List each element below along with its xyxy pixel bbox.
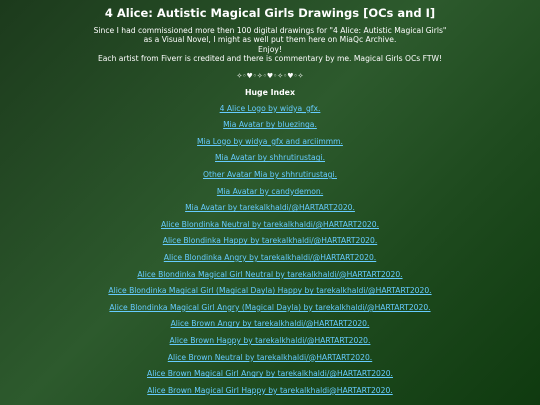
index-link[interactable]: Alice Brown Magical Girl Angry by tarekalkhaldi/@HARTART2020. (147, 369, 393, 379)
list-item (0, 369, 540, 386)
list-item (0, 187, 540, 204)
list-item (0, 286, 540, 303)
index-link[interactable]: Mia Avatar by candydemon. (216, 186, 324, 196)
intro-line-3: Enjoy! (258, 44, 282, 54)
index-link[interactable]: Alice Brown Angry by tarekalkhaldi/@HARTART2020. (170, 319, 370, 329)
index-link[interactable]: Mia Avatar by tarekalkhaldi/@HARTART2020. (185, 203, 355, 213)
index-link[interactable]: Alice Blondinka Magical Girl Angry (Magical Dayla) by tarekalkhaldi/@HARTART2020. (109, 302, 431, 312)
list-item (0, 137, 540, 154)
list-item (0, 336, 540, 353)
index-link[interactable]: Alice Brown Happy by tarekalkhaldi/@HARTART2020. (169, 335, 371, 345)
intro-line-4: Each artist from Fiverr is credited and there is commentary by me. Magical Girls OCs FTW! (97, 54, 443, 64)
list-item (0, 220, 540, 237)
decorative-divider: ✧◦♥◦✧◦♥◦✧◦♥◦✧ (236, 71, 304, 80)
list-item (0, 153, 540, 170)
list-item (0, 303, 540, 320)
index-link[interactable]: Mia Logo by widya_gfx and arciimmm. (197, 136, 343, 146)
list-item (0, 353, 540, 370)
list-item (0, 120, 540, 137)
index-link[interactable]: Mia Avatar by shhrutirustagi. (215, 153, 325, 163)
list-item (0, 270, 540, 287)
index-link[interactable]: Alice Blondinka Happy by tarekalkhaldi/@HARTART2020. (162, 236, 378, 246)
list-item (0, 170, 540, 187)
index-link[interactable]: Alice Blondinka Magical Girl (Magical Dayla) Happy by tarekalkhaldi/@HARTART2020. (108, 286, 432, 296)
index-link[interactable]: Alice Blondinka Magical Girl Neutral by tarekalkhaldi/@HARTART2020. (137, 269, 403, 279)
intro-line-2: as a Visual Novel, I might as well put them here on MiaQc Archive. (143, 35, 397, 45)
list-item (0, 253, 540, 270)
index-link[interactable]: Alice Brown Neutral by tarekalkhaldi/@HARTART2020. (167, 352, 373, 362)
index-link[interactable]: Mia Avatar by bluezinga. (223, 120, 317, 130)
index-heading: Huge Index (244, 87, 295, 97)
index-link[interactable]: Other Avatar Mia by shhrutirustagi. (203, 170, 337, 179)
intro-text (0, 26, 540, 64)
list-item (0, 203, 540, 220)
index-link[interactable]: 4 Alice Logo by widya_gfx. (219, 103, 321, 113)
intro-line-1: Since I had commissioned more then 100 digital drawings for "4 Alice: Autistic Magical Girls" (93, 26, 447, 35)
list-item (0, 386, 540, 403)
index-link[interactable]: Alice Blondinka Angry by tarekalkhaldi/@HARTART2020. (163, 252, 377, 262)
index-link[interactable]: Alice Blondinka Neutral by tarekalkhaldi/@HARTART2020. (160, 219, 379, 229)
page-title: 4 Alice: Autistic Magical Girls Drawings [OCs and I] (104, 6, 436, 20)
list-item (0, 319, 540, 336)
index-list (0, 104, 540, 403)
index-link[interactable]: Alice Brown Magical Girl Happy by tarekalkhaldi@HARTART2020. (147, 385, 393, 395)
list-item (0, 104, 540, 121)
list-item (0, 236, 540, 253)
